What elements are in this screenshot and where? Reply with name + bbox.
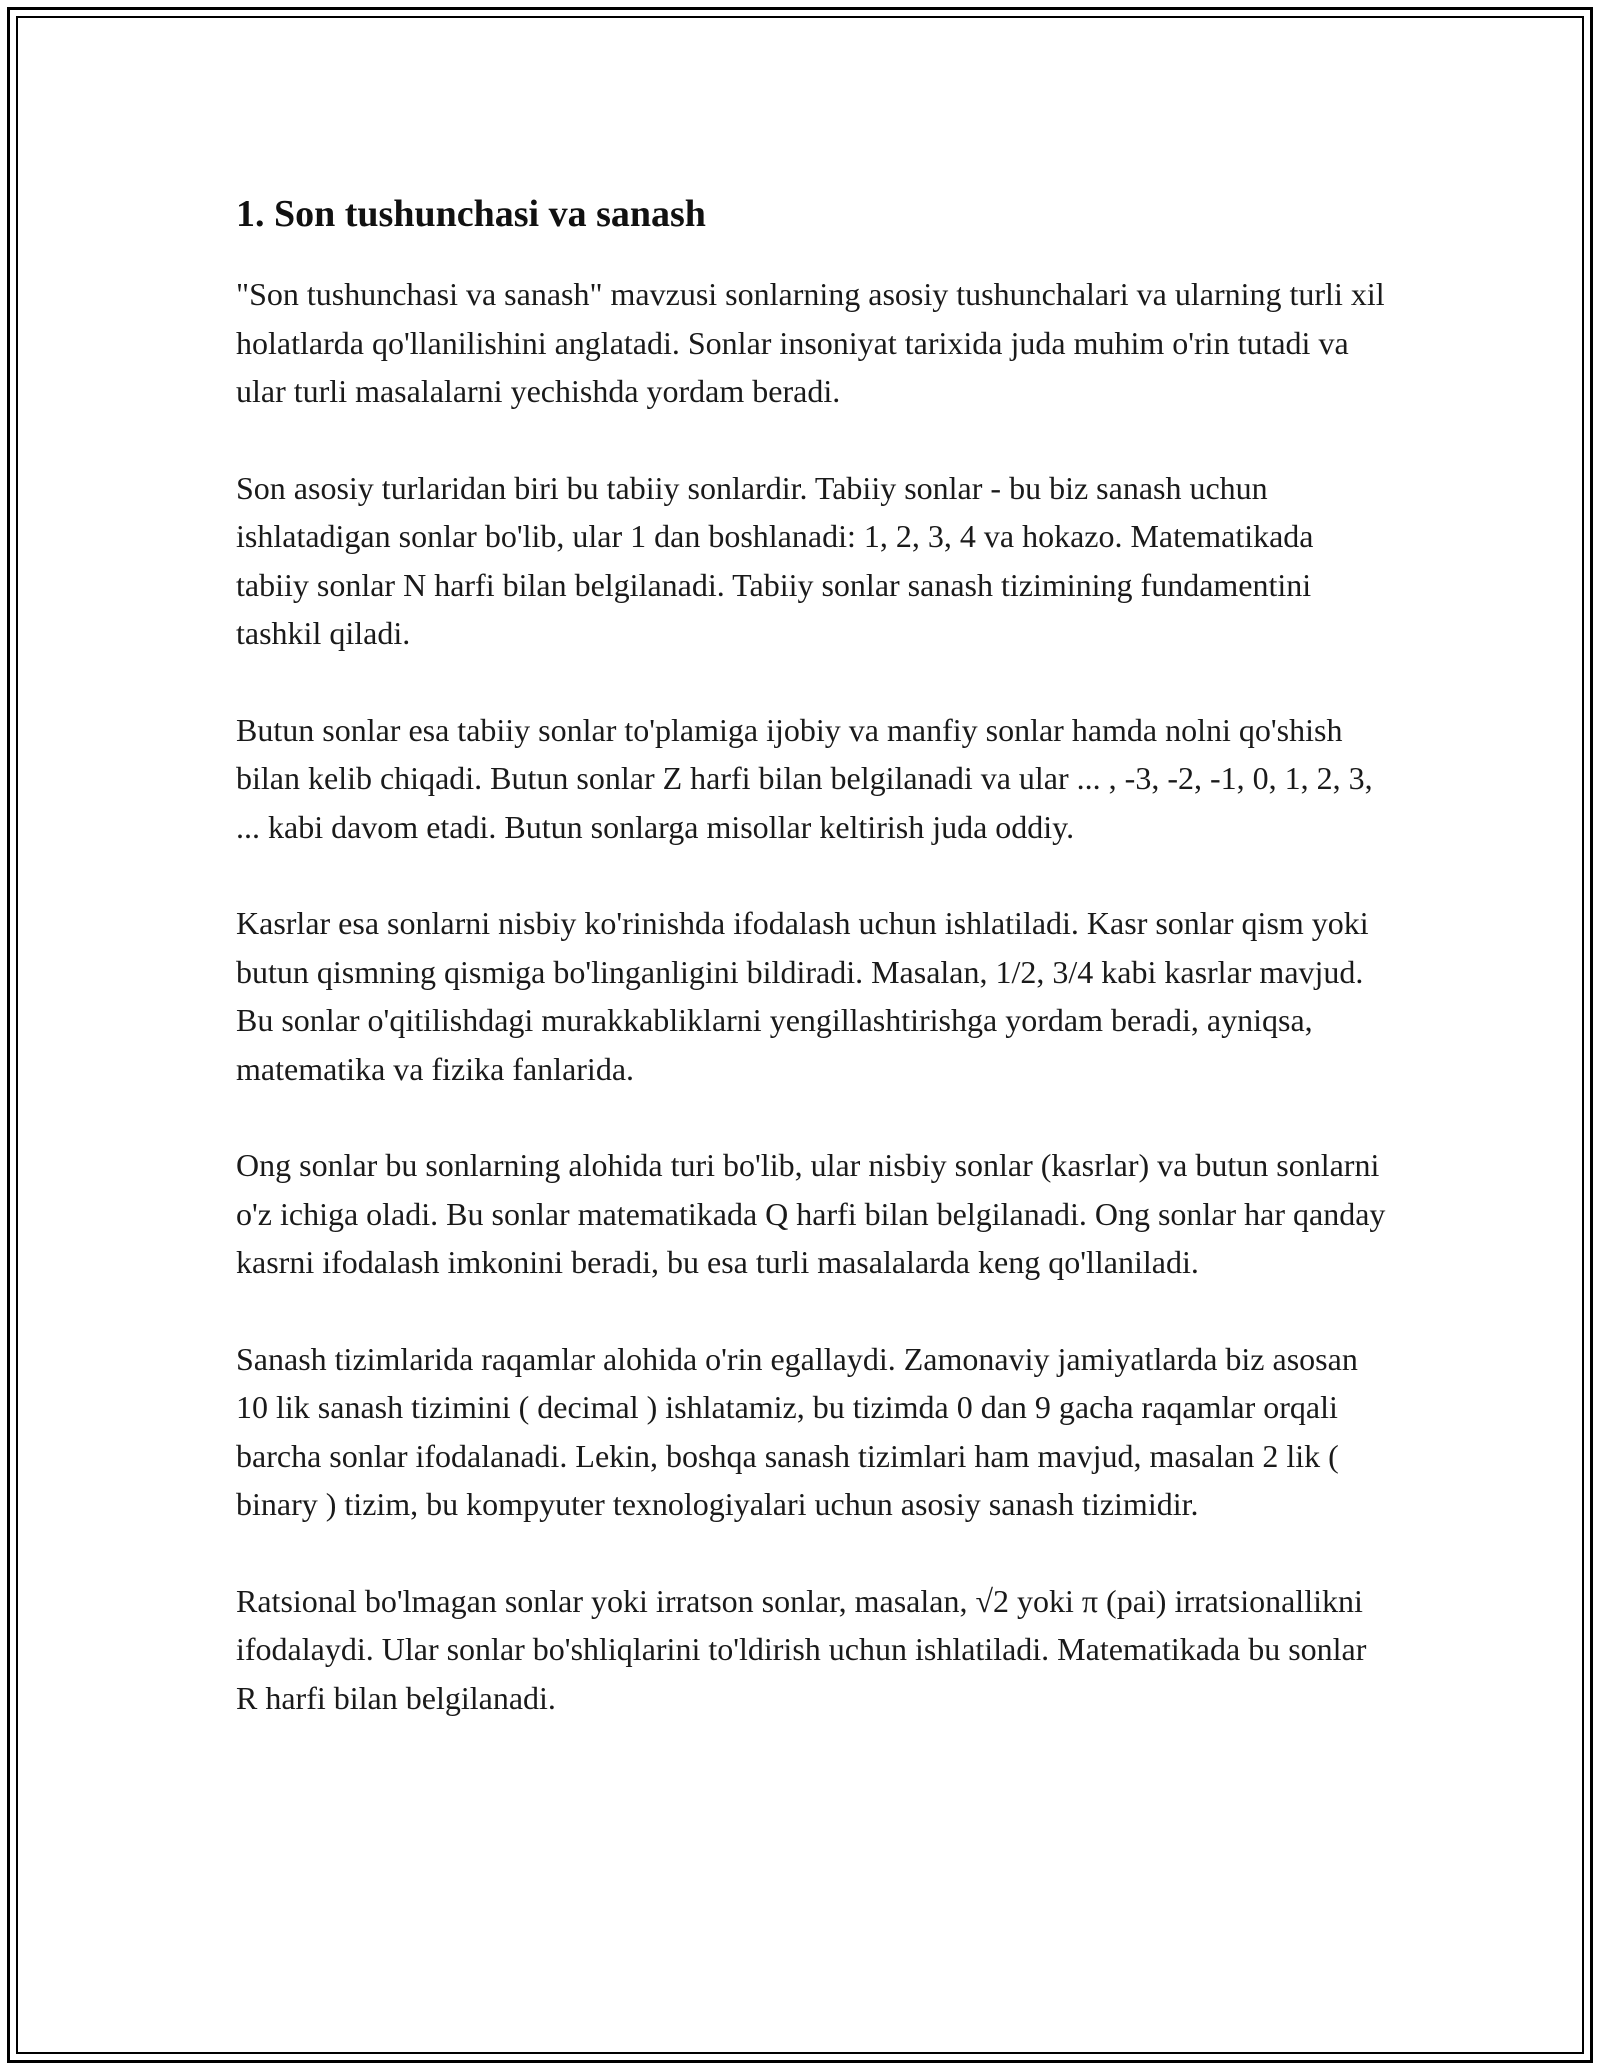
paragraph-intro: "Son tushunchasi va sanash" mavzusi sonlarning asosiy tushunchalari va ularning turli xil holatlarda qo'llanilishini anglatadi. Sonlar insoniyat tarixida juda muhim o'rin tutadi va ular turli masalalarni yechishda yordam beradi. xyxy=(236,276,1385,409)
paragraph-number-systems: Sanash tizimlarida raqamlar alohida o'rin egallaydi. Zamonaviy jamiyatlarda biz asosan 10 lik sanash tizimini ( decimal ) ishlatamiz, bu tizimda 0 dan 9 gacha raqamlar orqali barcha sonlar ifodalanadi. Lekin, boshqa sanash tizimlari ham mavjud, masalan 2 lik ( binary ) tizim, bu kompyuter texnologiyalari uchun asosiy sanash tizimidir. xyxy=(236,1340,1358,1522)
paragraph-integers: Butun sonlar esa tabiiy sonlar to'plamiga ijobiy va manfiy sonlar hamda nolni qo'shish bilan kelib chiqadi. Butun sonlar Z harfi bilan belgilanadi va ular ... , -3, -2, -1, 0, 1, 2, 3, ... kabi davom etadi. Butun sonlarga misollar keltirish juda oddiy. xyxy=(236,711,1373,845)
paragraph-fractions: Kasrlar esa sonlarni nisbiy ko'rinishda ifodalash uchun ishlatiladi. Kasr sonlar qism yoki butun qismning qismiga bo'linganligini bildiradi. Masalan, 1/2, 3/4 kabi kasrlar mavjud. Bu sonlar o'qitilishdagi murakkabliklarni yengillashtirishga yordam beradi, ayniqsa, matematika va fizika fanlarida. xyxy=(236,905,1369,1087)
document-body xyxy=(236,186,1386,1770)
paragraph-irrational-numbers: Ratsional bo'lmagan sonlar yoki irratson sonlar, masalan, √2 yoki π (pai) irratsionallikni ifodalaydi. Ular sonlar bo'shliqlarini to'ldirish uchun ishlatiladi. Matematikada bu sonlar R harfi bilan belgilanadi. xyxy=(236,1582,1367,1716)
paragraph-rational-numbers: Ong sonlar bu sonlarning alohida turi bo'lib, ular nisbiy sonlar (kasrlar) va butun sonlarni o'z ichiga oladi. Bu sonlar matematikada Q harfi bilan belgilanadi. Ong sonlar har qanday kasrni ifodalash imkonini beradi, bu esa turli masalalarda keng qo'llaniladi. xyxy=(236,1147,1386,1280)
document-title: 1. Son tushunchasi va sanash xyxy=(236,193,706,235)
paragraph-natural-numbers: Son asosiy turlaridan biri bu tabiiy sonlardir. Tabiiy sonlar - bu biz sanash uchun ishlatadigan sonlar bo'lib, ular 1 dan boshlanadi: 1, 2, 3, 4 va hokazo. Matematikada tabiiy sonlar N harfi bilan belgilanadi. Tabiiy sonlar sanash tizimining fundamentini tashkil qiladi. xyxy=(236,469,1314,651)
